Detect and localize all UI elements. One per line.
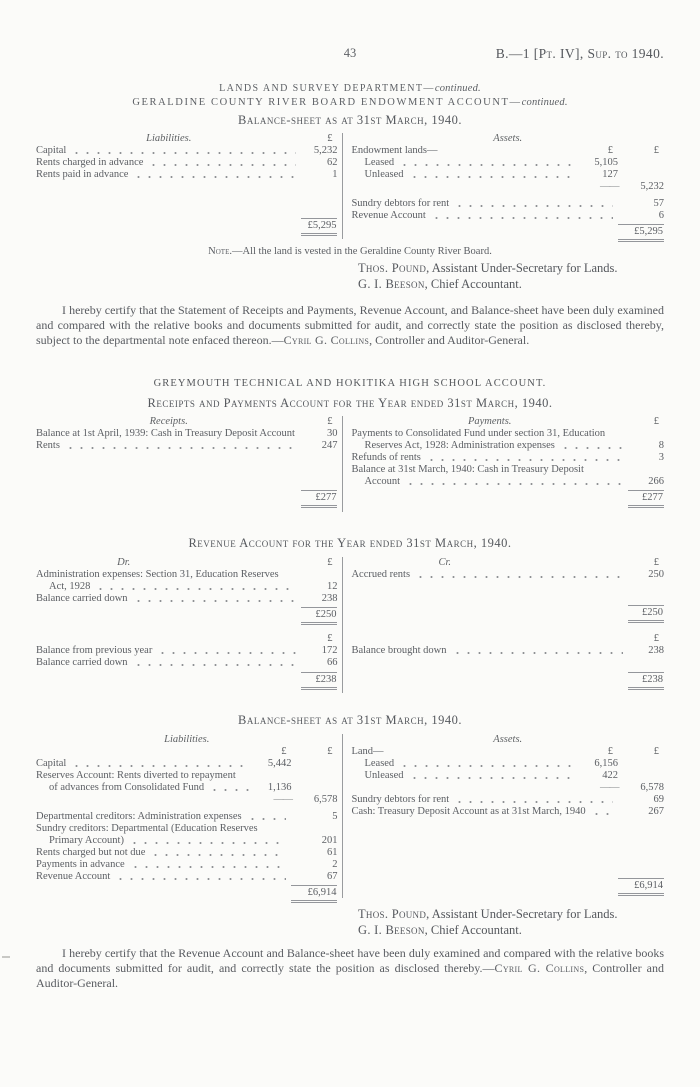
row-amount: 2 — [332, 859, 338, 870]
row-amount: 5,442 — [267, 758, 292, 769]
payments-side — [342, 416, 664, 512]
edition-header: B.—1 [Pt. IV], Sup. to 1940. — [495, 46, 664, 61]
certification-text: , Controller and Auditor-General. — [369, 333, 530, 347]
column-header-row — [351, 633, 664, 645]
revenue-account-part1 — [36, 557, 664, 633]
receipts-payments-table — [36, 416, 664, 512]
row-label: Administration expenses: Section 31, Education Reserves — [36, 569, 279, 580]
currency-header: £ — [653, 145, 659, 156]
dot-leader — [247, 818, 287, 820]
total-amount: £6,914 — [618, 878, 664, 896]
row-label: Rents charged in advance — [36, 157, 144, 168]
dot-leader — [133, 664, 297, 666]
row-label: Account — [364, 476, 401, 487]
subtotal-row — [351, 782, 664, 794]
row-amount: 1 — [332, 169, 338, 180]
row-amount: 6,578 — [640, 782, 664, 793]
total-row — [351, 488, 664, 508]
column-header-row — [36, 557, 337, 569]
table-row — [351, 794, 664, 806]
row-amount: 250 — [648, 569, 664, 580]
row-label: Balance at 31st March, 1940: Cash in Treasury Deposit — [351, 464, 584, 475]
dot-leader — [157, 652, 296, 654]
page-number: 43 — [343, 46, 357, 60]
dot-leader — [409, 176, 577, 178]
table-row — [36, 758, 337, 770]
table-row — [351, 746, 664, 758]
row-label: Accrued rents — [351, 569, 411, 580]
total-amount: £250 — [628, 605, 664, 623]
row-label: Balance carried down — [36, 593, 128, 604]
row-amount: 6,156 — [594, 758, 618, 769]
signatory-name: Thos. Pound — [358, 261, 427, 275]
currency-header: £ — [607, 746, 613, 757]
row-label: Land— — [351, 746, 384, 757]
row-label: Capital — [36, 145, 67, 156]
dot-leader — [415, 576, 623, 578]
dot-leader — [426, 459, 623, 461]
column-header: Cr. — [438, 557, 451, 568]
total-amount: £250 — [301, 607, 337, 625]
dot-leader — [95, 588, 296, 590]
row-amount: 247 — [321, 440, 338, 451]
currency-header: £ — [327, 416, 333, 427]
column-header-row — [36, 633, 337, 645]
row-amount: 238 — [648, 645, 664, 656]
total-row — [36, 883, 337, 896]
row-amount: 201 — [321, 835, 338, 846]
dot-leader — [454, 801, 613, 803]
row-amount: 127 — [602, 169, 618, 180]
table-row — [36, 569, 337, 581]
table-row — [351, 758, 664, 770]
column-header: Payments. — [467, 416, 512, 427]
balance-sheet-title: Balance-sheet as at 31st March, 1940. — [238, 113, 462, 127]
total-amount: £5,295 — [618, 224, 664, 242]
row-amount: 57 — [653, 198, 664, 209]
row-amount: 12 — [326, 581, 338, 592]
column-header: Assets. — [493, 133, 523, 144]
liabilities-side — [36, 734, 342, 898]
table-row — [36, 770, 337, 782]
column-header-row — [36, 416, 337, 428]
dot-leader — [129, 842, 287, 844]
row-label: Reserves Account: Rents diverted to repayment — [36, 770, 236, 781]
currency-header: £ — [327, 633, 333, 644]
signatory-title: , Assistant Under-Secretary for Lands. — [426, 907, 618, 921]
currency-header: £ — [281, 746, 287, 757]
row-amount: 1,136 — [267, 782, 292, 793]
dot-leader — [115, 878, 286, 880]
balance-sheet-title: Balance-sheet as at 31st March, 1940. — [238, 713, 462, 727]
table-row — [36, 823, 337, 835]
column-header: Receipts. — [149, 416, 188, 427]
dot-leader — [591, 813, 613, 815]
table-row — [36, 859, 337, 871]
row-label: Reserves Act, 1928: Administration expenses — [364, 440, 555, 451]
note-line — [36, 246, 664, 257]
dot-leader — [399, 765, 577, 767]
table-row — [351, 169, 664, 181]
continued-label: continued. — [434, 83, 481, 94]
row-amount: 3 — [658, 452, 664, 463]
row-amount: 6 — [658, 210, 664, 221]
row-label: Endowment lands— — [351, 145, 438, 156]
column-header: Dr. — [117, 557, 131, 568]
account-heading-text: GERALDINE COUNTY RIVER BOARD ENDOWMENT ACCOUNT— — [132, 97, 522, 108]
dept-heading-text: LANDS AND SURVEY DEPARTMENT— — [219, 83, 435, 94]
row-label: Rents charged but not due — [36, 847, 146, 858]
row-label: Revenue Account — [351, 210, 426, 221]
total-amount: £277 — [301, 490, 337, 508]
signatory-name: G. I. Beeson — [358, 923, 425, 937]
signatory-title: , Chief Accountant. — [424, 923, 522, 937]
table-row — [36, 645, 337, 657]
total-amount: £238 — [628, 672, 664, 690]
table-row — [351, 645, 664, 657]
currency-header: £ — [607, 145, 613, 156]
currency-header: £ — [653, 633, 659, 644]
table-row — [351, 464, 664, 476]
table-row — [36, 811, 337, 823]
note-label: Note. — [208, 246, 232, 257]
revenue-account-part2 — [36, 633, 664, 693]
balance-sheet-table — [36, 133, 664, 239]
row-amount: 62 — [326, 157, 338, 168]
column-header-row — [351, 133, 664, 145]
debit-side — [36, 557, 342, 633]
row-amount: 422 — [602, 770, 618, 781]
dot-leader — [454, 205, 613, 207]
signature-block — [358, 906, 664, 938]
row-label: Rents — [36, 440, 60, 451]
table-row — [351, 452, 664, 464]
total-row — [36, 605, 337, 623]
total-amount: £6,914 — [291, 885, 337, 903]
row-label: Unleased — [364, 169, 404, 180]
row-label: Sundry debtors for rent — [351, 794, 450, 805]
row-label: Leased — [364, 758, 395, 769]
certification-paragraph — [36, 946, 664, 991]
row-label: Leased — [364, 157, 395, 168]
row-amount: 267 — [648, 806, 664, 817]
row-label: Refunds of rents — [351, 452, 421, 463]
signatory-title: , Assistant Under-Secretary for Lands. — [426, 261, 618, 275]
total-amount: £238 — [301, 672, 337, 690]
total-row — [351, 603, 664, 623]
certification-paragraph — [36, 303, 664, 348]
row-label: Revenue Account — [36, 871, 111, 882]
dot-leader — [150, 854, 286, 856]
row-label: Payments in advance — [36, 859, 125, 870]
receipts-side — [36, 416, 342, 512]
dot-leader — [452, 652, 623, 654]
table-row — [36, 835, 337, 847]
currency-header: £ — [653, 557, 659, 568]
column-header: Liabilities. — [146, 133, 192, 144]
row-label: Cash: Treasury Deposit Account as at 31st March, 1940 — [351, 806, 586, 817]
certification-text: , Controller and Auditor-General. — [36, 961, 664, 990]
table-row — [36, 593, 337, 605]
dot-leader — [65, 447, 297, 449]
table-row — [36, 440, 337, 452]
total-row — [36, 488, 337, 508]
signature-line — [358, 276, 664, 292]
subtotal-row — [36, 794, 337, 806]
row-amount: 5,105 — [594, 157, 618, 168]
auditor-name: Cyril G. Collins — [283, 333, 370, 347]
table-row — [351, 145, 664, 157]
column-header-row — [36, 133, 337, 145]
dot-leader — [71, 152, 296, 154]
dot-leader — [399, 164, 577, 166]
row-label: Sundry debtors for rent — [351, 198, 450, 209]
total-row — [351, 222, 664, 236]
table-row — [36, 871, 337, 883]
assets-side — [342, 734, 664, 898]
liabilities-side — [36, 133, 342, 239]
row-label: Unleased — [364, 770, 404, 781]
continued-label: continued. — [521, 97, 568, 108]
total-row — [36, 216, 337, 236]
table-row — [36, 169, 337, 181]
dot-leader — [409, 777, 577, 779]
table-row — [351, 198, 664, 210]
dot-leader — [405, 483, 623, 485]
row-amount: 172 — [321, 645, 338, 656]
total-amount: £277 — [628, 490, 664, 508]
scan-artifact — [2, 956, 10, 958]
signature-line — [358, 906, 664, 922]
table-row — [351, 428, 664, 440]
row-amount: 5,232 — [313, 145, 338, 156]
table-row — [36, 145, 337, 157]
total-row — [351, 876, 664, 896]
row-amount: 6,578 — [313, 794, 338, 805]
row-amount: 67 — [326, 871, 338, 882]
table-row — [36, 657, 337, 669]
brace-rule: —— — [273, 794, 292, 805]
row-amount: 8 — [658, 440, 664, 451]
row-label: Rents paid in advance — [36, 169, 129, 180]
currency-header: £ — [327, 746, 333, 757]
column-header-row — [351, 557, 664, 569]
table-row — [36, 581, 337, 593]
dot-leader — [130, 866, 287, 868]
revenue-account-title: Revenue Account for the Year ended 31st March, 1940. — [188, 536, 512, 550]
signature-line — [358, 260, 664, 276]
row-label: Act, 1928 — [49, 581, 91, 592]
table-row — [351, 569, 664, 581]
row-label: Balance brought down — [351, 645, 447, 656]
table-row — [36, 782, 337, 794]
row-amount: 69 — [653, 794, 664, 805]
note-text: —All the land is vested in the Geraldine County River Board. — [232, 246, 492, 257]
dot-leader — [431, 217, 613, 219]
total-row — [351, 670, 664, 690]
row-label: Capital — [36, 758, 67, 769]
dot-leader — [71, 765, 250, 767]
table-row — [36, 157, 337, 169]
brace-rule: —— — [599, 782, 618, 793]
certification-text: I hereby certify that the Statement of Receipts and Payments, Revenue Account, and Balance-sheet have been duly examined and compared with the relative books and documents submitted for audit, and correctly state the position as disclosed thereby, subject to the departmental note enfaced thereon.— — [36, 303, 664, 347]
row-label: Sundry creditors: Departmental (Education Reserves — [36, 823, 258, 834]
row-amount: 5 — [332, 811, 338, 822]
row-amount: 30 — [326, 428, 338, 439]
table-row — [36, 428, 337, 440]
table-row — [351, 770, 664, 782]
currency-header: £ — [327, 557, 333, 568]
table-row — [351, 476, 664, 488]
table-row — [351, 806, 664, 818]
debit-side — [36, 633, 342, 693]
certification-text: I hereby certify that the Revenue Account and Balance-sheet have been duly examined and compared with the relative books and documents submitted for audit, and correctly state the position as disclosed thereby.— — [36, 946, 664, 975]
row-label: Departmental creditors: Administration expenses — [36, 811, 242, 822]
brace-rule: —— — [599, 181, 618, 192]
currency-header-row — [36, 746, 337, 758]
dot-leader — [148, 164, 296, 166]
balance-sheet-table — [36, 734, 664, 898]
row-amount: 266 — [648, 476, 664, 487]
row-label: Balance from previous year — [36, 645, 153, 656]
running-head — [36, 46, 664, 63]
auditor-name: Cyril G. Collins — [494, 961, 585, 975]
signature-line — [358, 922, 664, 938]
total-row — [36, 670, 337, 690]
row-amount: 5,232 — [640, 181, 664, 192]
dot-leader — [209, 789, 250, 791]
column-header-row — [351, 734, 664, 746]
revenue-account-table — [36, 557, 664, 693]
column-header-row — [36, 734, 337, 746]
signatory-title: , Chief Accountant. — [424, 277, 522, 291]
account-heading — [36, 97, 664, 108]
currency-header: £ — [327, 133, 333, 144]
table-row — [351, 440, 664, 452]
row-amount: 66 — [326, 657, 338, 668]
total-amount: £5,295 — [301, 218, 337, 236]
dept-heading — [36, 83, 664, 94]
credit-side — [342, 557, 664, 633]
row-amount: 238 — [321, 593, 338, 604]
table-row — [36, 847, 337, 859]
dot-leader — [133, 176, 296, 178]
row-amount: 61 — [326, 847, 338, 858]
assets-side — [342, 133, 664, 239]
column-header: Liabilities. — [164, 734, 210, 745]
credit-side — [342, 633, 664, 693]
row-label: Balance carried down — [36, 657, 128, 668]
currency-header: £ — [653, 746, 659, 757]
row-label: of advances from Consolidated Fund — [49, 782, 205, 793]
section-heading: GREYMOUTH TECHNICAL AND HOKITIKA HIGH SCHOOL ACCOUNT. — [153, 378, 547, 389]
dot-leader — [560, 447, 623, 449]
row-label: Payments to Consolidated Fund under section 31, Education — [351, 428, 606, 439]
subtotal-row — [351, 181, 664, 193]
dot-leader — [133, 600, 297, 602]
signature-block — [358, 260, 664, 292]
column-header-row — [351, 416, 664, 428]
receipts-payments-title: Receipts and Payments Account for the Year ended 31st March, 1940. — [147, 396, 553, 410]
signatory-name: G. I. Beeson — [358, 277, 425, 291]
row-label: Primary Account) — [49, 835, 124, 846]
currency-header: £ — [653, 416, 659, 427]
signatory-name: Thos. Pound — [358, 907, 427, 921]
row-label: Balance at 1st April, 1939: Cash in Treasury Deposit Account — [36, 428, 295, 439]
table-row — [351, 210, 664, 222]
table-row — [351, 157, 664, 169]
column-header: Assets. — [493, 734, 523, 745]
